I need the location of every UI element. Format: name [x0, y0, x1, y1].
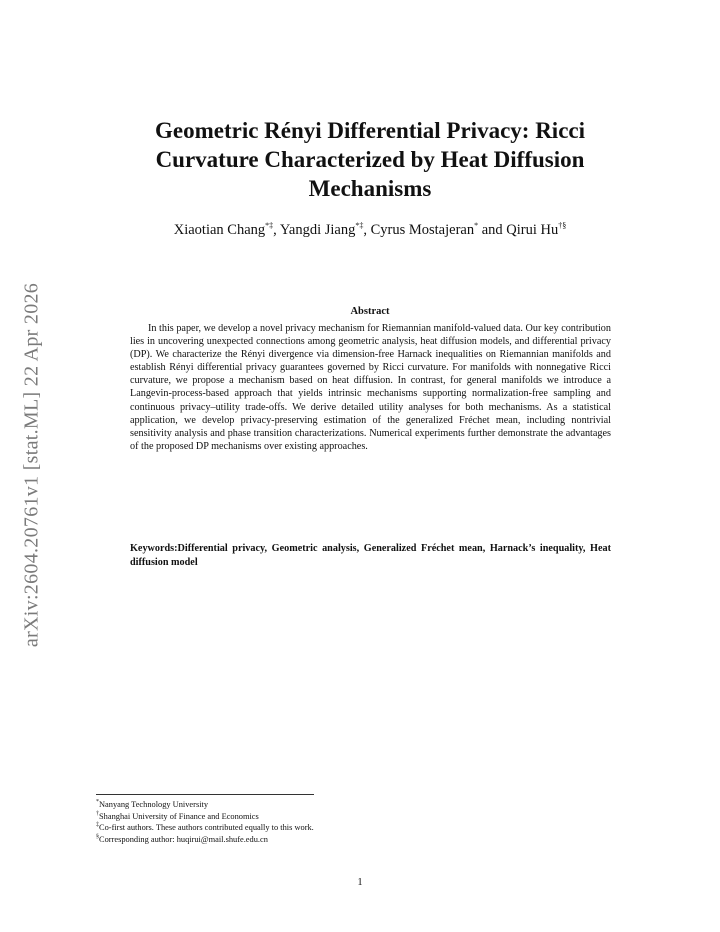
author-name: Cyrus Mostajeran: [370, 222, 475, 238]
footnote-rule: [96, 794, 314, 795]
page-number: 1: [357, 877, 363, 888]
author-separator: and: [478, 222, 507, 238]
footnote-text: Co-first authors. These authors contributed equally to this work.: [99, 823, 314, 832]
footnote-mark: †: [96, 810, 99, 817]
footnote: [96, 811, 616, 823]
footnote-mark: *: [96, 799, 99, 806]
footnote: [96, 834, 616, 846]
author-name: Yangdi Jiang: [279, 222, 356, 238]
arxiv-side-stamp: [12, 250, 52, 680]
author-list: [90, 221, 650, 239]
keywords: Keywords:Differential privacy, Geometric analysis, Generalized Fréchet mean, Harnack’s inequality, Heat diffusion model: [130, 543, 611, 568]
abstract-heading: Abstract: [350, 306, 390, 317]
footnote-text: Corresponding author: huqirui@mail.shufe.edu.cn: [99, 834, 268, 844]
footnote-text: Nanyang Technology University: [99, 800, 209, 809]
footnote-mark: ‡: [96, 822, 99, 829]
paper-title: [90, 116, 650, 203]
title-line: Mechanisms: [308, 176, 432, 201]
abstract-body: In this paper, we develop a novel privacy mechanism for Riemannian manifold-valued data. Our key contribution lies in uncovering unexpected connections among geometric analysis, heat diffusion models, and differential privacy (DP). We characterize the Rényi divergence via dimension-free Harnack inequalities on Riemannian manifolds and establish Rényi differential privacy guarantees governed by Ricci curvature. For manifolds with nonnegative Ricci curvature, we propose a mechanism based on heat diffusion. In contrast, for general manifolds we introduce a Langevin-process-based approach that yields intrinsic mechanisms supporting normalization-free sampling and continuous privacy–utility trade-offs. We derive detailed utility analyses for both mechanisms. As a statistical application, we develop privacy-preserving estimation of the generalized Fréchet mean, including nontrivial sensitivity analysis and phase transition characterizations. Numerical experiments further demonstrate the advantages of the proposed DP mechanisms over existing approaches.: [130, 323, 611, 452]
footnote-text: Shanghai University of Finance and Economics: [99, 811, 259, 821]
title-line: Curvature Characterized by Heat Diffusion: [155, 147, 585, 172]
author-name: Xiaotian Chang: [173, 222, 266, 238]
author-separator: ,: [363, 222, 371, 238]
author-affiliation-marks: *‡: [265, 221, 274, 231]
footnotes: [96, 799, 616, 845]
title-line: Geometric Rényi Differential Privacy: Ricci: [154, 118, 585, 143]
author-affiliation-marks: *: [474, 221, 479, 231]
author-affiliation-marks: *‡: [355, 221, 364, 231]
footnote: [96, 799, 616, 811]
author-affiliation-marks: †§: [558, 221, 567, 231]
author-separator: ,: [273, 222, 280, 238]
footnote-mark: §: [96, 833, 99, 840]
arxiv-identifier: arXiv:2604.20761v1 [stat.ML] 22 Apr 2026: [20, 282, 43, 648]
footnote: [96, 822, 616, 834]
author-name: Qirui Hu: [506, 222, 559, 238]
